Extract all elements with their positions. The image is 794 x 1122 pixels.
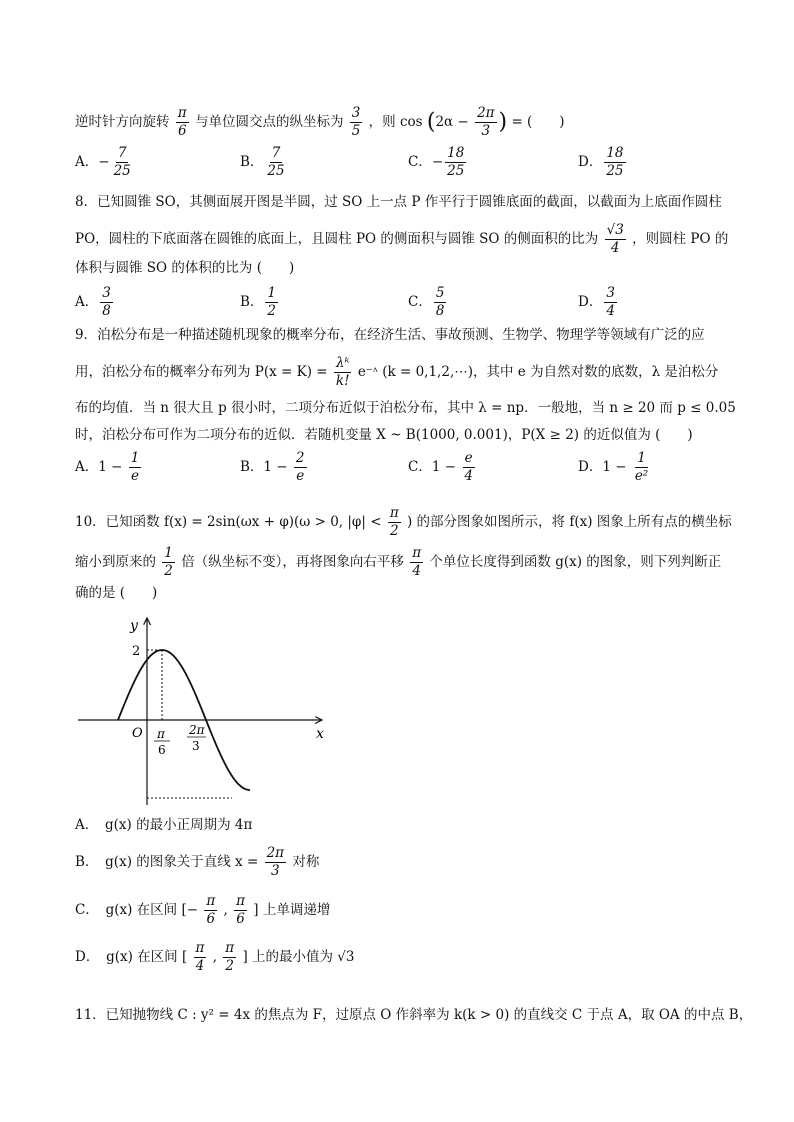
x-axis-label: x (316, 726, 324, 742)
fraction: $\frac{\pi}{2}$ (225, 940, 235, 974)
fraction: $\frac{e}{4}$ (464, 450, 473, 484)
q9-option-d: D．1 − $\frac{1}{\text{e²}}$ (578, 450, 649, 484)
q7-stem: 逆时针方向旋转 $\frac{\pi}{6}$ 与单位圆交点的纵坐标为 $\frac{3}{5}$ ，则 cos (2α − $\frac{2\pi}{3}$ ) = ( ) (75, 105, 565, 139)
sine-graph (70, 610, 340, 810)
q8-option-c: C． $\frac{5}{8}$ (408, 285, 445, 319)
y-axis-label: y (130, 618, 138, 634)
q7-option-a: A．− $\frac{7}{25}$ (75, 145, 131, 179)
x-tick2-num: 2π (189, 723, 205, 737)
fraction: $\frac{18}{25}$ (606, 145, 624, 179)
q7-option-b: B． $\frac{7}{25}$ (240, 145, 285, 179)
q9-line1: 9．泊松分布是一种描述随机现象的概率分布，在经济生活、事故预测、生物学、物理学等领域有广泛的应 (75, 327, 705, 343)
x-tick1-num: π (157, 727, 165, 741)
q9-option-b: B．1 − $\frac{2}{e}$ (240, 450, 305, 484)
fraction: $\frac{√3}{4}$ (606, 222, 624, 256)
fraction: $\frac{3}{4}$ (606, 285, 615, 319)
q10-option-b: B． g(x) 的图象关于直线 x = $\frac{2\pi}{3}$ 对称 (75, 845, 320, 879)
fraction: $\frac{5}{8}$ (435, 285, 445, 319)
q10-line1: 10．已知函数 f(x) = 2sin(ωx + φ)(ω > 0, |φ| < $\frac{\pi}{2}$ ) 的部分图象如图所示，将 f(x) 图象上所有点的横坐标 (75, 505, 732, 539)
fraction: $\frac{2}{e}$ (295, 450, 305, 484)
fraction: $\frac{7}{25}$ (267, 145, 285, 179)
q8-line2: PO，圆柱的下底面落在圆锥的底面上，且圆柱 PO 的侧面积与圆锥 SO 的侧面积的比为 $\frac{√3}{4}$ ，则圆柱 PO 的 (75, 222, 729, 256)
q8-line3: 体积与圆锥 SO 的体积的比为 ( ) (75, 260, 295, 276)
q9-line3: 布的均值．当 n 很大且 p 很小时，二项分布近似于泊松分布，其中 λ = np．一般地，当 n ≥ 20 而 p ≤ 0.05 (75, 400, 736, 416)
y-tick-label: 2 (132, 644, 141, 659)
fraction: $\frac{\pi}{6}$ (177, 105, 187, 139)
fraction: $\frac{1}{\text{e²}}$ (634, 450, 649, 484)
fraction: $\frac{\pi}{4}$ (412, 545, 422, 579)
q8-option-b: B． $\frac{1}{2}$ (240, 285, 277, 319)
q8-option-a: A． $\frac{3}{8}$ (75, 285, 111, 319)
q8-line1: 8．已知圆锥 SO，其侧面展开图是半圆，过 SO 上一点 P 作平行于圆锥底面的截面，以截面为上底面作圆柱 (75, 194, 722, 210)
q9-option-c: C．1 − $\frac{e}{4}$ (408, 450, 473, 484)
q11-line1: 11．已知抛物线 C : y² = 4x 的焦点为 F，过原点 O 作斜率为 k(k > 0) 的直线交 C 于点 A，取 OA 的中点 B， (75, 1007, 753, 1023)
q10-option-d: D． g(x) 在区间 [ $\frac{\pi}{4}$ , $\frac{\pi}{2}$ ] 上的最小值为 √3 (75, 940, 355, 974)
fraction: $\frac{\pi}{6}$ (236, 893, 245, 927)
fraction: $\frac{7}{25}$ (113, 145, 131, 179)
origin-label: O (132, 726, 143, 741)
q10-option-c: C． g(x) 在区间 [− $\frac{\pi}{6}$ , $\frac{\pi}{6}$ ] 上单调递增 (75, 893, 331, 927)
x-tick1-den: 6 (158, 743, 166, 757)
fraction: $\frac{1}{2}$ (267, 285, 277, 319)
q7-option-d: D． $\frac{18}{25}$ (578, 145, 624, 179)
fraction: $\frac{\pi}{4}$ (195, 940, 205, 974)
q9-option-a: A．1 − $\frac{1}{e}$ (75, 450, 140, 484)
q10-line3: 确的是 ( ) (75, 585, 158, 601)
fraction: $\frac{\pi}{6}$ (206, 893, 216, 927)
fraction: $\frac{\pi}{2}$ (389, 505, 399, 539)
q10-line2: 缩小到原来的 $\frac{1}{2}$ 倍（纵坐标不变），再将图象向右平移 $\frac{\pi}{4}$ 个单位长度得到函数 g(x) 的图象，则下列判断正 (75, 545, 722, 579)
fraction: $\frac{18}{25}$ (447, 145, 465, 179)
fraction: $\frac{2\pi}{3}$ (477, 105, 495, 139)
fraction: $\frac{\text{λᵏ}}{k!}$ (335, 355, 350, 389)
fraction: $\frac{1}{2}$ (164, 545, 173, 579)
q7-option-c: C．− $\frac{18}{25}$ (408, 145, 465, 179)
fraction: $\frac{3}{5}$ (351, 105, 361, 139)
fraction: $\frac{3}{8}$ (102, 285, 111, 319)
q9-line4: 时，泊松分布可作为二项分布的近似．若随机变量 X ~ B(1000, 0.001)，P(X ≥ 2) 的近似值为 ( ) (75, 427, 693, 443)
q8-option-d: D． $\frac{3}{4}$ (578, 285, 615, 319)
q10-option-a: A． g(x) 的最小正周期为 4π (75, 817, 253, 833)
fraction: $\frac{2\pi}{3}$ (266, 845, 285, 879)
fraction: $\frac{1}{e}$ (130, 450, 140, 484)
x-tick2-den: 3 (192, 739, 200, 753)
q9-line2: 用，泊松分布的概率分布列为 P(x = K) = $\frac{\text{λᵏ}}{k!}$ e⁻ᶺ (k = 0,1,2,⋯)，其中 e 为自然对数的底数，λ 是泊松分 (75, 355, 719, 389)
